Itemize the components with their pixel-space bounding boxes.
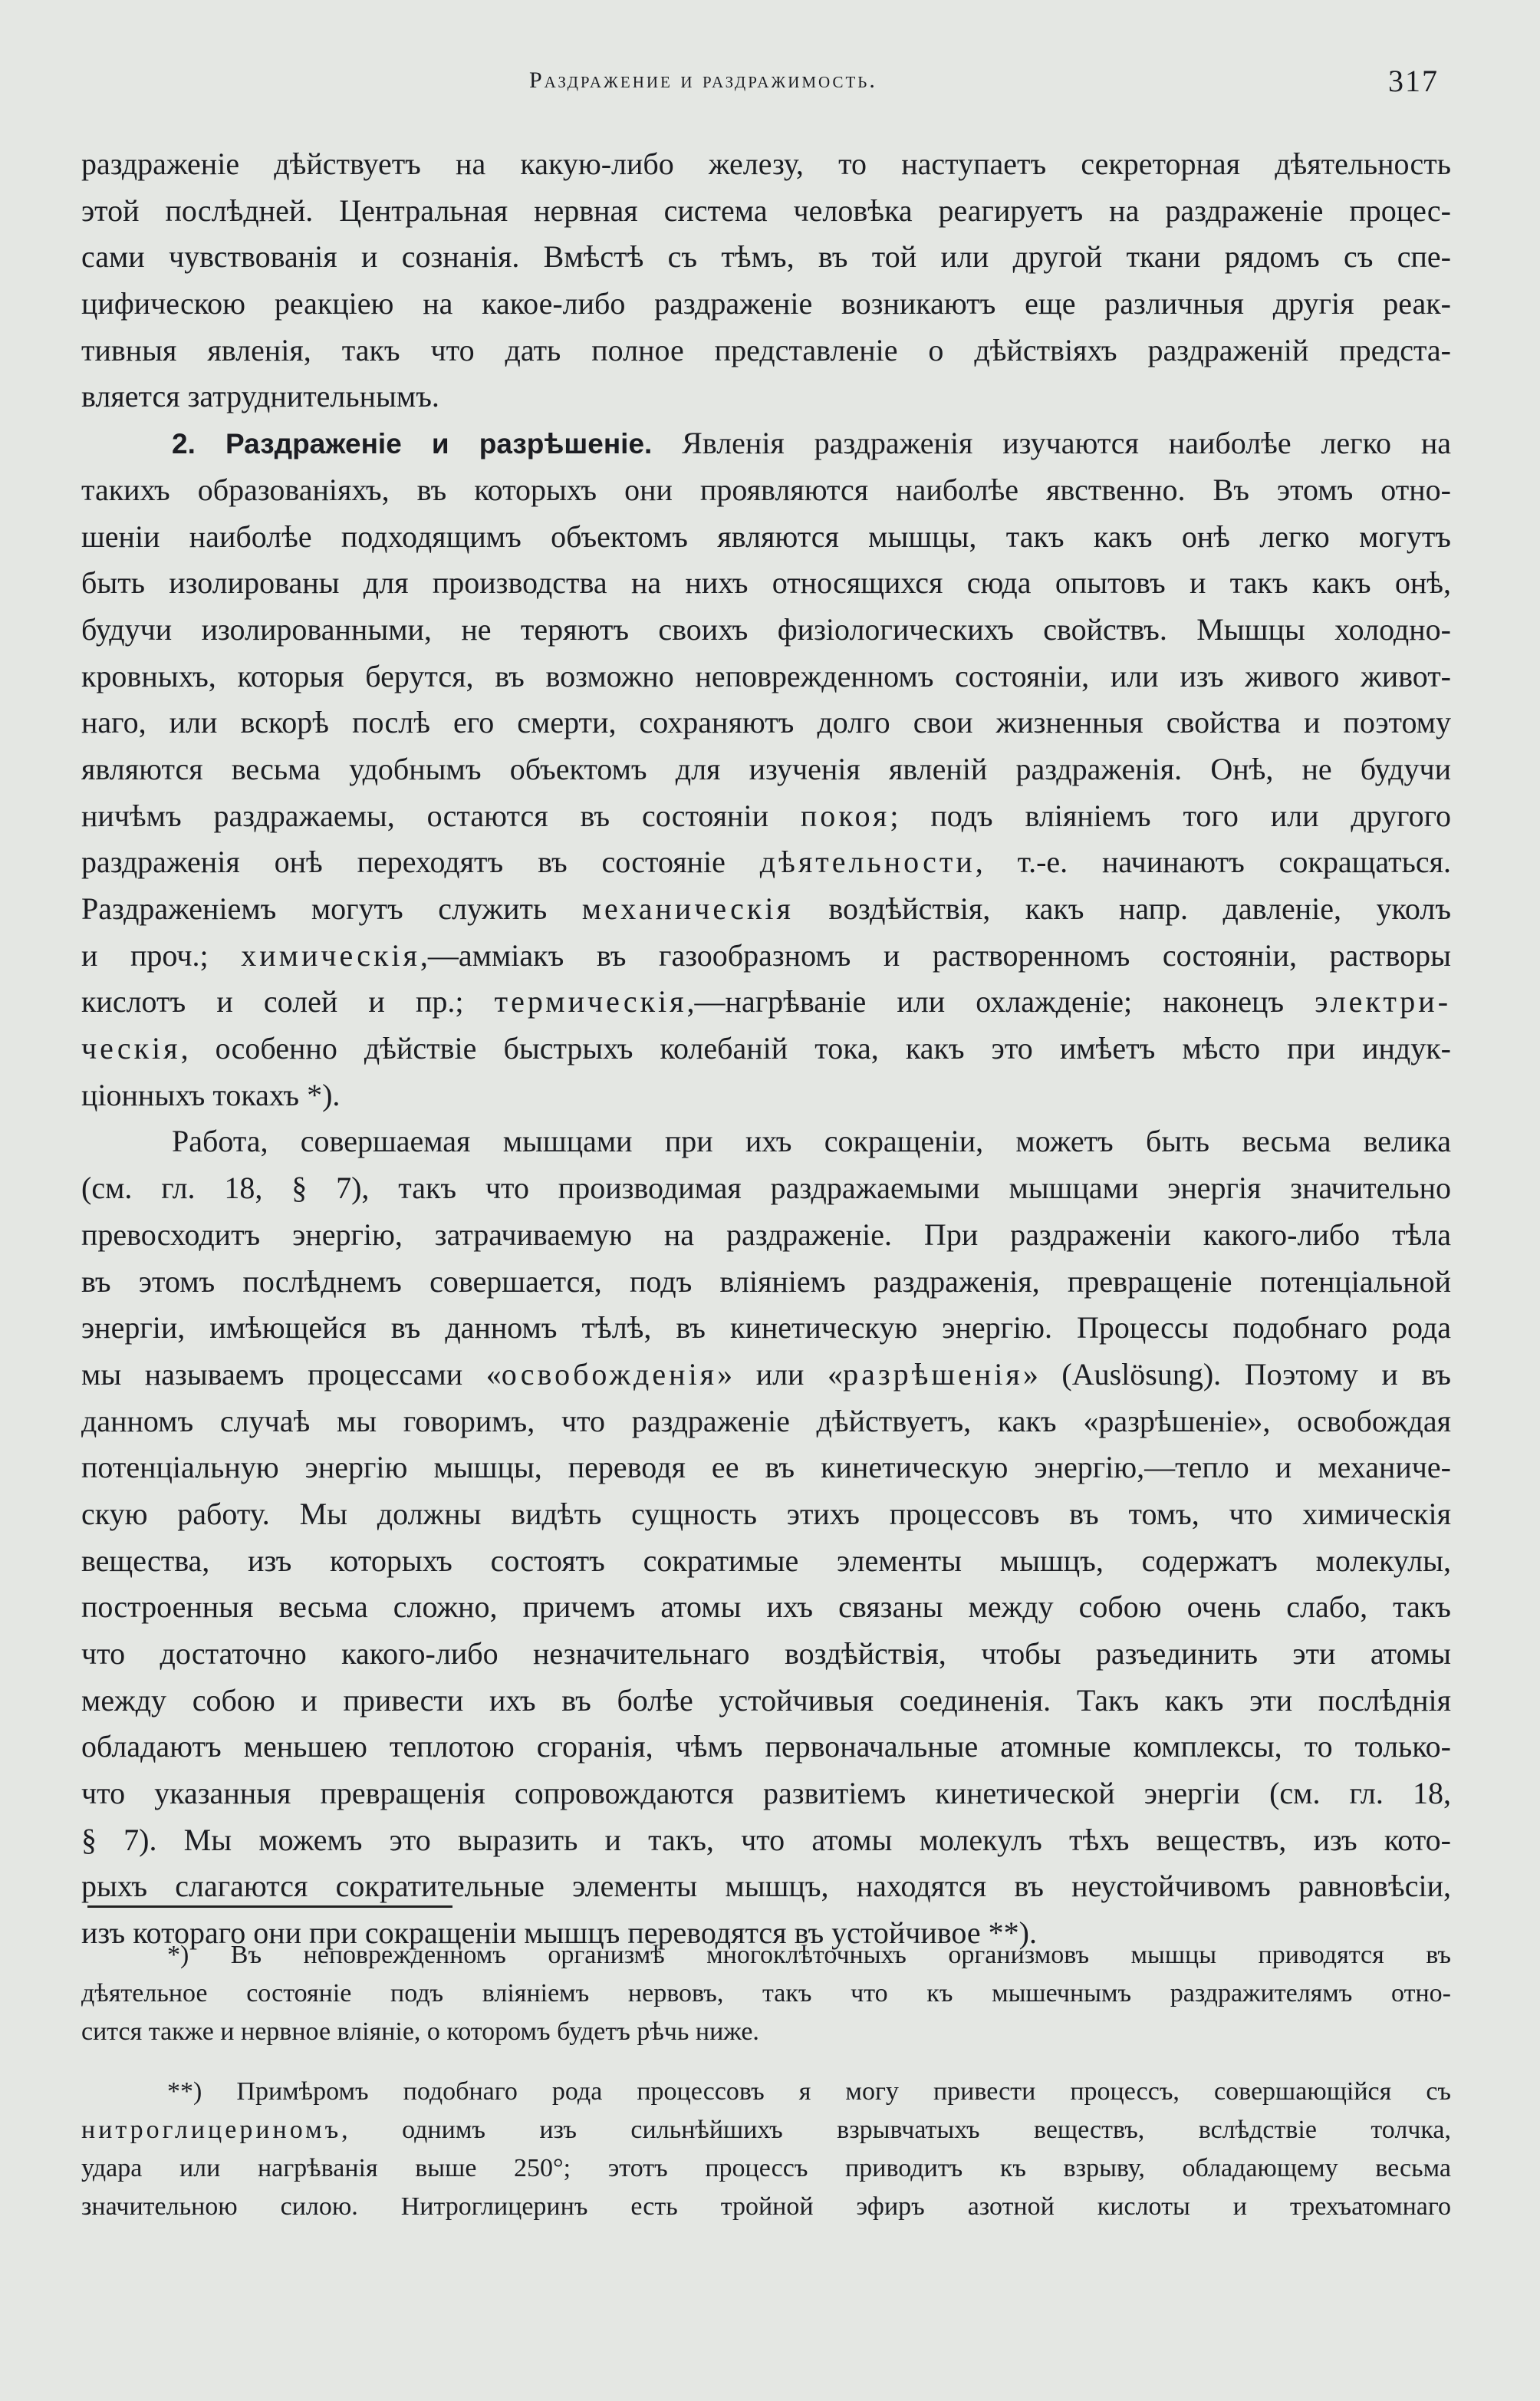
text-run: , особенно дѣйствіе быстрыхъ колебаній тока, какъ это имѣетъ мѣсто при индук-: [180, 1031, 1451, 1066]
text-run: , т.-е. начинаютъ сокращаться.: [975, 845, 1451, 880]
text-line: раздраженіе дѣйствуетъ на какую-либо железу, то наступаетъ секреторная дѣятельность: [81, 147, 1451, 181]
text-line: скую работу. Мы должны видѣть сущность этихъ процессовъ въ томъ, что химическія: [81, 1496, 1451, 1531]
text-line: шеніи наиболѣе подходящимъ объектомъ являются мышцы, такъ какъ онѣ легко могутъ: [81, 519, 1451, 554]
text-line: являются весьма удобнымъ объектомъ для изученія явленій раздраженія. Онѣ, не будучи: [81, 751, 1451, 786]
text-line: [81, 886, 1451, 933]
text-line: изъ котораго они при сокращеніи мышцъ переводятся въ устойчивое **).: [81, 1915, 1037, 1951]
text-line: между собою и привести ихъ въ болѣе устойчивыя соединенія. Такъ какъ эти послѣднія: [81, 1682, 1451, 1718]
paragraph-3: [81, 1118, 1451, 1956]
running-title: Раздражение и раздражимость.: [529, 68, 877, 93]
text-run: и проч.;: [81, 937, 209, 973]
text-line: быть изолированы для производства на нихъ относящихся сюда опытовъ и такъ какъ онѣ,: [81, 565, 1451, 601]
footnote-line: сится также и нервное вліяніе, о которомъ будетъ рѣчь ниже.: [81, 2017, 759, 2046]
text-run: ,—амміакъ въ газообразномъ и растворенномъ состояніи, растворы: [420, 937, 1451, 973]
text-line: сами чувствованія и сознанія. Вмѣстѣ съ тѣмъ, въ той или другой ткани рядомъ съ спе-: [81, 239, 1451, 275]
text-line: вляется затруднительнымъ.: [81, 379, 439, 414]
text-line: что указанныя превращенія сопровождаются развитіемъ кинетической энергіи (см. гл. 18,: [81, 1776, 1451, 1811]
text-line: въ этомъ послѣднемъ совершается, подъ вліяніемъ раздраженія, превращеніе потенціальной: [81, 1263, 1451, 1299]
footnote-line: дѣятельное состояніе подъ вліяніемъ нервовъ, такъ что къ мышечнымъ раздражителямъ отно-: [81, 1979, 1451, 2007]
text-line: превосходитъ энергію, затрачиваемую на раздраженіе. При раздраженіи какого-либо тѣла: [81, 1217, 1451, 1252]
text-line: потенціальную энергію мышцы, переводя ее въ кинетическую энергію,—тепло и механиче-: [81, 1450, 1451, 1485]
text-run: воздѣйствія, какъ напр. давленіе, уколъ: [828, 891, 1451, 926]
footnote-2: [81, 2073, 1451, 2226]
paragraph-2: [81, 420, 1451, 1118]
text-line: наго, или вскорѣ послѣ его смерти, сохраняютъ долго свои жизненныя свойства и поэтому: [81, 705, 1451, 740]
text-line: этой послѣдней. Центральная нервная система человѣка реагируетъ на раздраженіе процес-: [81, 193, 1451, 228]
text-line: тивныя явленія, такъ что дать полное представленіе о дѣйствіяхъ раздраженій предста-: [81, 332, 1451, 367]
text-run: ; подъ вліяніемъ того или другого: [890, 798, 1451, 833]
text-line: вещества, изъ которыхъ состоятъ сократимые элементы мышцъ, содержатъ молекулы,: [81, 1543, 1451, 1578]
spaced-term: ческія: [81, 1031, 181, 1066]
text-line: [81, 793, 1451, 840]
text-line: [81, 933, 1451, 980]
text-line: [81, 979, 1451, 1026]
spaced-term: термическія: [494, 984, 687, 1019]
text-line: энергіи, имѣющейся въ данномъ тѣлѣ, въ кинетическую энергію. Процессы подобнаго рода: [81, 1310, 1451, 1345]
spaced-term: механическія: [581, 891, 794, 926]
text-line: кровныхъ, которыя берутся, въ возможно неповрежденномъ состояніи, или изъ живого живот-: [81, 658, 1451, 693]
footnote-line: **) Примѣромъ подобнаго рода процессовъ я могу привести процессъ, совершающійся съ: [167, 2077, 1451, 2106]
text-line: цифическою реакціею на какое-либо раздраженіе возникаютъ еще различныя другія реак-: [81, 286, 1451, 321]
text-run: ничѣмъ раздражаемы, остаются въ состояніи: [81, 798, 768, 833]
text-line: (см. гл. 18, § 7), такъ что производимая раздражаемыми мышцами энергія значительно: [81, 1171, 1451, 1206]
spaced-term: нитроглицериномъ: [81, 2116, 342, 2144]
text-line: [81, 839, 1451, 886]
running-header: [0, 64, 1540, 114]
main-text: [81, 141, 1451, 1957]
text-line: Работа, совершаемая мышцами при ихъ сокращеніи, можетъ быть весьма велика: [172, 1124, 1451, 1159]
text-line: рыхъ слагаются сократительные элементы мышцъ, находятся въ неустойчивомъ равновѣсіи,: [81, 1869, 1451, 1904]
footnote-line: [81, 2111, 1451, 2149]
section-heading: 2. Раздраженіе и разрѣшеніе.: [172, 428, 653, 460]
spaced-term: освобожденія: [501, 1356, 718, 1392]
footnote-line: удара или нагрѣванія выше 250°; этотъ процессъ приводитъ къ взрыву, обладающему весьма: [81, 2154, 1451, 2182]
text-run: ,—нагрѣваніе или охлажденіе; наконецъ: [686, 984, 1285, 1019]
text-run: раздраженія онѣ переходятъ въ состояніе: [81, 845, 726, 880]
footnote-divider: [87, 1905, 452, 1908]
text-run: » или «: [717, 1356, 844, 1392]
text-run: , однимъ изъ сильнѣйшихъ взрывчатыхъ веществъ, вслѣдствіе толчка,: [341, 2116, 1451, 2144]
text-run: Раздраженіемъ могутъ служить: [81, 891, 548, 926]
text-line: построенныя весьма сложно, причемъ атомы ихъ связаны между собою очень слабо, такъ: [81, 1589, 1451, 1625]
text-line: что достаточно какого-либо незначительнаго воздѣйствія, чтобы разъединить эти атомы: [81, 1636, 1451, 1671]
text-run: мы называемъ процессами «: [81, 1356, 502, 1392]
text-run: кислотъ и солей и пр.;: [81, 984, 464, 1019]
text-line: [81, 1352, 1451, 1398]
spaced-term: дѣятельности: [759, 845, 976, 880]
text-line: обладаютъ меньшею теплотою сгоранія, чѣмъ первоначальные атомные комплексы, то только-: [81, 1729, 1451, 1764]
text-line: [81, 420, 1451, 467]
footnote-line: значительною силою. Нитроглицеринъ есть тройной эфиръ азотной кислоты и трехъатомнаго: [81, 2192, 1451, 2221]
footnote-line: *) Въ неповрежденномъ организмѣ многоклѣточныхъ организмовъ мышцы приводятся въ: [167, 1941, 1451, 1969]
spaced-term: покоя: [800, 798, 890, 833]
text-run: Явленія раздраженія изучаются наиболѣе легко на: [682, 426, 1451, 461]
text-line: [81, 1026, 1451, 1072]
text-line: ціонныхъ токахъ *).: [81, 1077, 341, 1112]
text-line: такихъ образованіяхъ, въ которыхъ они проявляются наиболѣе явственно. Въ этомъ отно-: [81, 472, 1451, 507]
spaced-term: электри-: [1315, 984, 1451, 1019]
text-line: данномъ случаѣ мы говоримъ, что раздраженіе дѣйствуетъ, какъ «разрѣшеніе», освобождая: [81, 1403, 1451, 1438]
page-number: 317: [1388, 64, 1439, 98]
text-line: § 7). Мы можемъ это выразить и такъ, что атомы молекулъ тѣхъ веществъ, изъ кото-: [81, 1822, 1451, 1857]
spaced-term: разрѣшенія: [843, 1356, 1023, 1392]
text-run: » (Auslösung). Поэтому и въ: [1022, 1356, 1451, 1392]
footnote-1: [81, 1936, 1451, 2051]
text-line: будучи изолированными, не теряютъ своихъ физіологическихъ свойствъ. Мышцы холодно-: [81, 611, 1451, 647]
paragraph-1: [81, 141, 1451, 420]
spaced-term: химическія: [241, 937, 420, 973]
